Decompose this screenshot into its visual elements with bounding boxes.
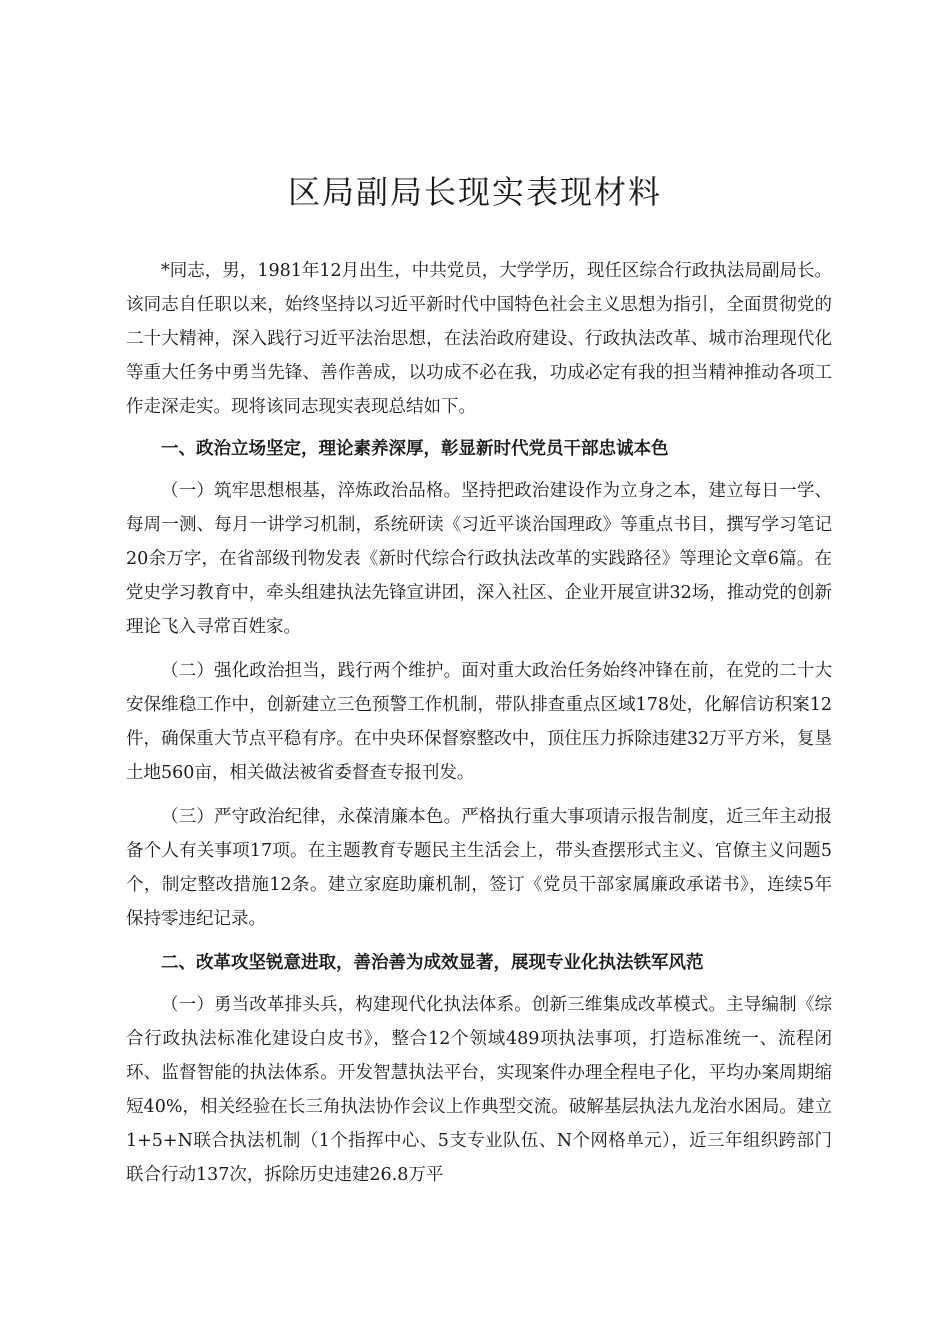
section-heading-2: 二、改革攻坚锐意进取，善治善为成效显著，展现专业化执法铁军风范 bbox=[161, 953, 704, 973]
section-1-paragraph-3: （三）严守政治纪律，永葆清廉本色。严格执行重大事项请示报告制度，近三年主动报备个人有关事项17项。在主题教育专题民主生活会上，带头查摆形式主义、官僚主义问题5个，制定整改措施12条。建立家庭助廉机制，签订《党员干部家属廉政承诺书》，连续5年保持零违纪记录。 bbox=[126, 807, 832, 929]
document-body bbox=[126, 254, 832, 1192]
section-2-paragraph-1: （一）勇当改革排头兵，构建现代化执法体系。创新三维集成改革模式。主导编制《综合行政执法标准化建设白皮书》，整合12个领域489项执法事项，打造标准统一、流程闭环、监督智能的执法体系。开发智慧执法平台，实现案件办理全程电子化，平均办案周期缩短40%，相关经验在长三角执法协作会议上作典型交流。破解基层执法九龙治水困局。建立1+5+N联合执法机制（1个指挥中心、5支专业队伍、N个网格单元），近三年组织跨部门联合行动137次，拆除历史违建26.8万平 bbox=[126, 995, 832, 1185]
section-1-paragraph-2: （二）强化政治担当，践行两个维护。面对重大政治任务始终冲锋在前，在党的二十大安保维稳工作中，创新建立三色预警工作机制，带队排查重点区域178处，化解信访积案12件，确保重大节点平稳有序。在中央环保督察整改中，顶住压力拆除违建32万平方米，复垦土地560亩，相关做法被省委督查专报刊发。 bbox=[126, 661, 832, 783]
section-1-paragraph-1: （一）筑牢思想根基，淬炼政治品格。坚持把政治建设作为立身之本，建立每日一学、每周一测、每月一讲学习机制，系统研读《习近平谈治国理政》等重点书目，撰写学习笔记20余万字，在省部级刊物发表《新时代综合行政执法改革的实践路径》等理论文章6篇。在党史学习教育中，牵头组建执法先锋宣讲团，深入社区、企业开展宣讲32场，推动党的创新理论飞入寻常百姓家。 bbox=[126, 481, 832, 637]
document-title: 区局副局长现实表现材料 bbox=[287, 173, 662, 211]
section-heading-1: 一、政治立场坚定，理论素养深厚，彰显新时代党员干部忠诚本色 bbox=[161, 439, 669, 459]
intro-paragraph: *同志，男，1981年12月出生，中共党员，大学学历，现任区综合行政执法局副局长。该同志自任职以来，始终坚持以习近平新时代中国特色社会主义思想为指引，全面贯彻党的二十大精神，深入践行习近平法治思想，在法治政府建设、行政执法改革、城市治理现代化等重大任务中勇当先锋、善作善成，以功成不必在我，功成必定有我的担当精神推动各项工作走深走实。现将该同志现实表现总结如下。 bbox=[126, 261, 832, 417]
